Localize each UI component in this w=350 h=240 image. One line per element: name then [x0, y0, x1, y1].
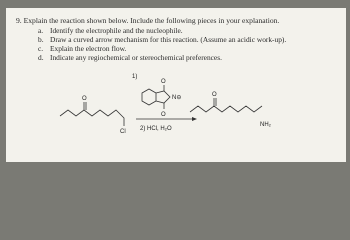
question-prompt: Explain the reaction shown below. Include the following pieces in your explanation.: [23, 16, 280, 25]
reagent-oxygen-top: O: [161, 79, 166, 85]
product-oxygen-label: O: [212, 92, 217, 98]
item-d-text: Indicate any regiochemical or stereochemical preferences.: [50, 53, 222, 62]
product-structure: [190, 98, 262, 112]
item-c-marker: c.: [38, 44, 44, 53]
reactant-oxygen-label: O: [82, 96, 87, 102]
item-d-marker: d.: [38, 53, 44, 62]
item-a-text: Identify the electrophile and the nucleophile.: [50, 26, 183, 35]
item-b-text: Draw a curved arrow mechanism for this reaction. (Assume an acidic work-up).: [50, 35, 287, 44]
reagent-oxygen-bottom: O: [161, 112, 166, 118]
item-b-marker: b.: [38, 35, 44, 44]
reactant-structure: [60, 102, 124, 126]
reagent-nitrogen-label: N⊖: [172, 95, 182, 101]
reaction-arrow: [136, 117, 197, 121]
reaction-scheme: [6, 8, 346, 162]
item-a-marker: a.: [38, 26, 44, 35]
product-amine-label: NH₂: [260, 122, 271, 128]
reactant-chlorine-label: Cl: [120, 129, 126, 135]
step2-label: 2) HCl, H₂O: [140, 126, 172, 132]
step1-label: 1): [132, 74, 138, 80]
worksheet-page: [6, 8, 346, 162]
question-number: 9.: [16, 16, 22, 25]
reagent-structure: [142, 85, 170, 109]
item-c-text: Explain the electron flow.: [50, 44, 127, 53]
